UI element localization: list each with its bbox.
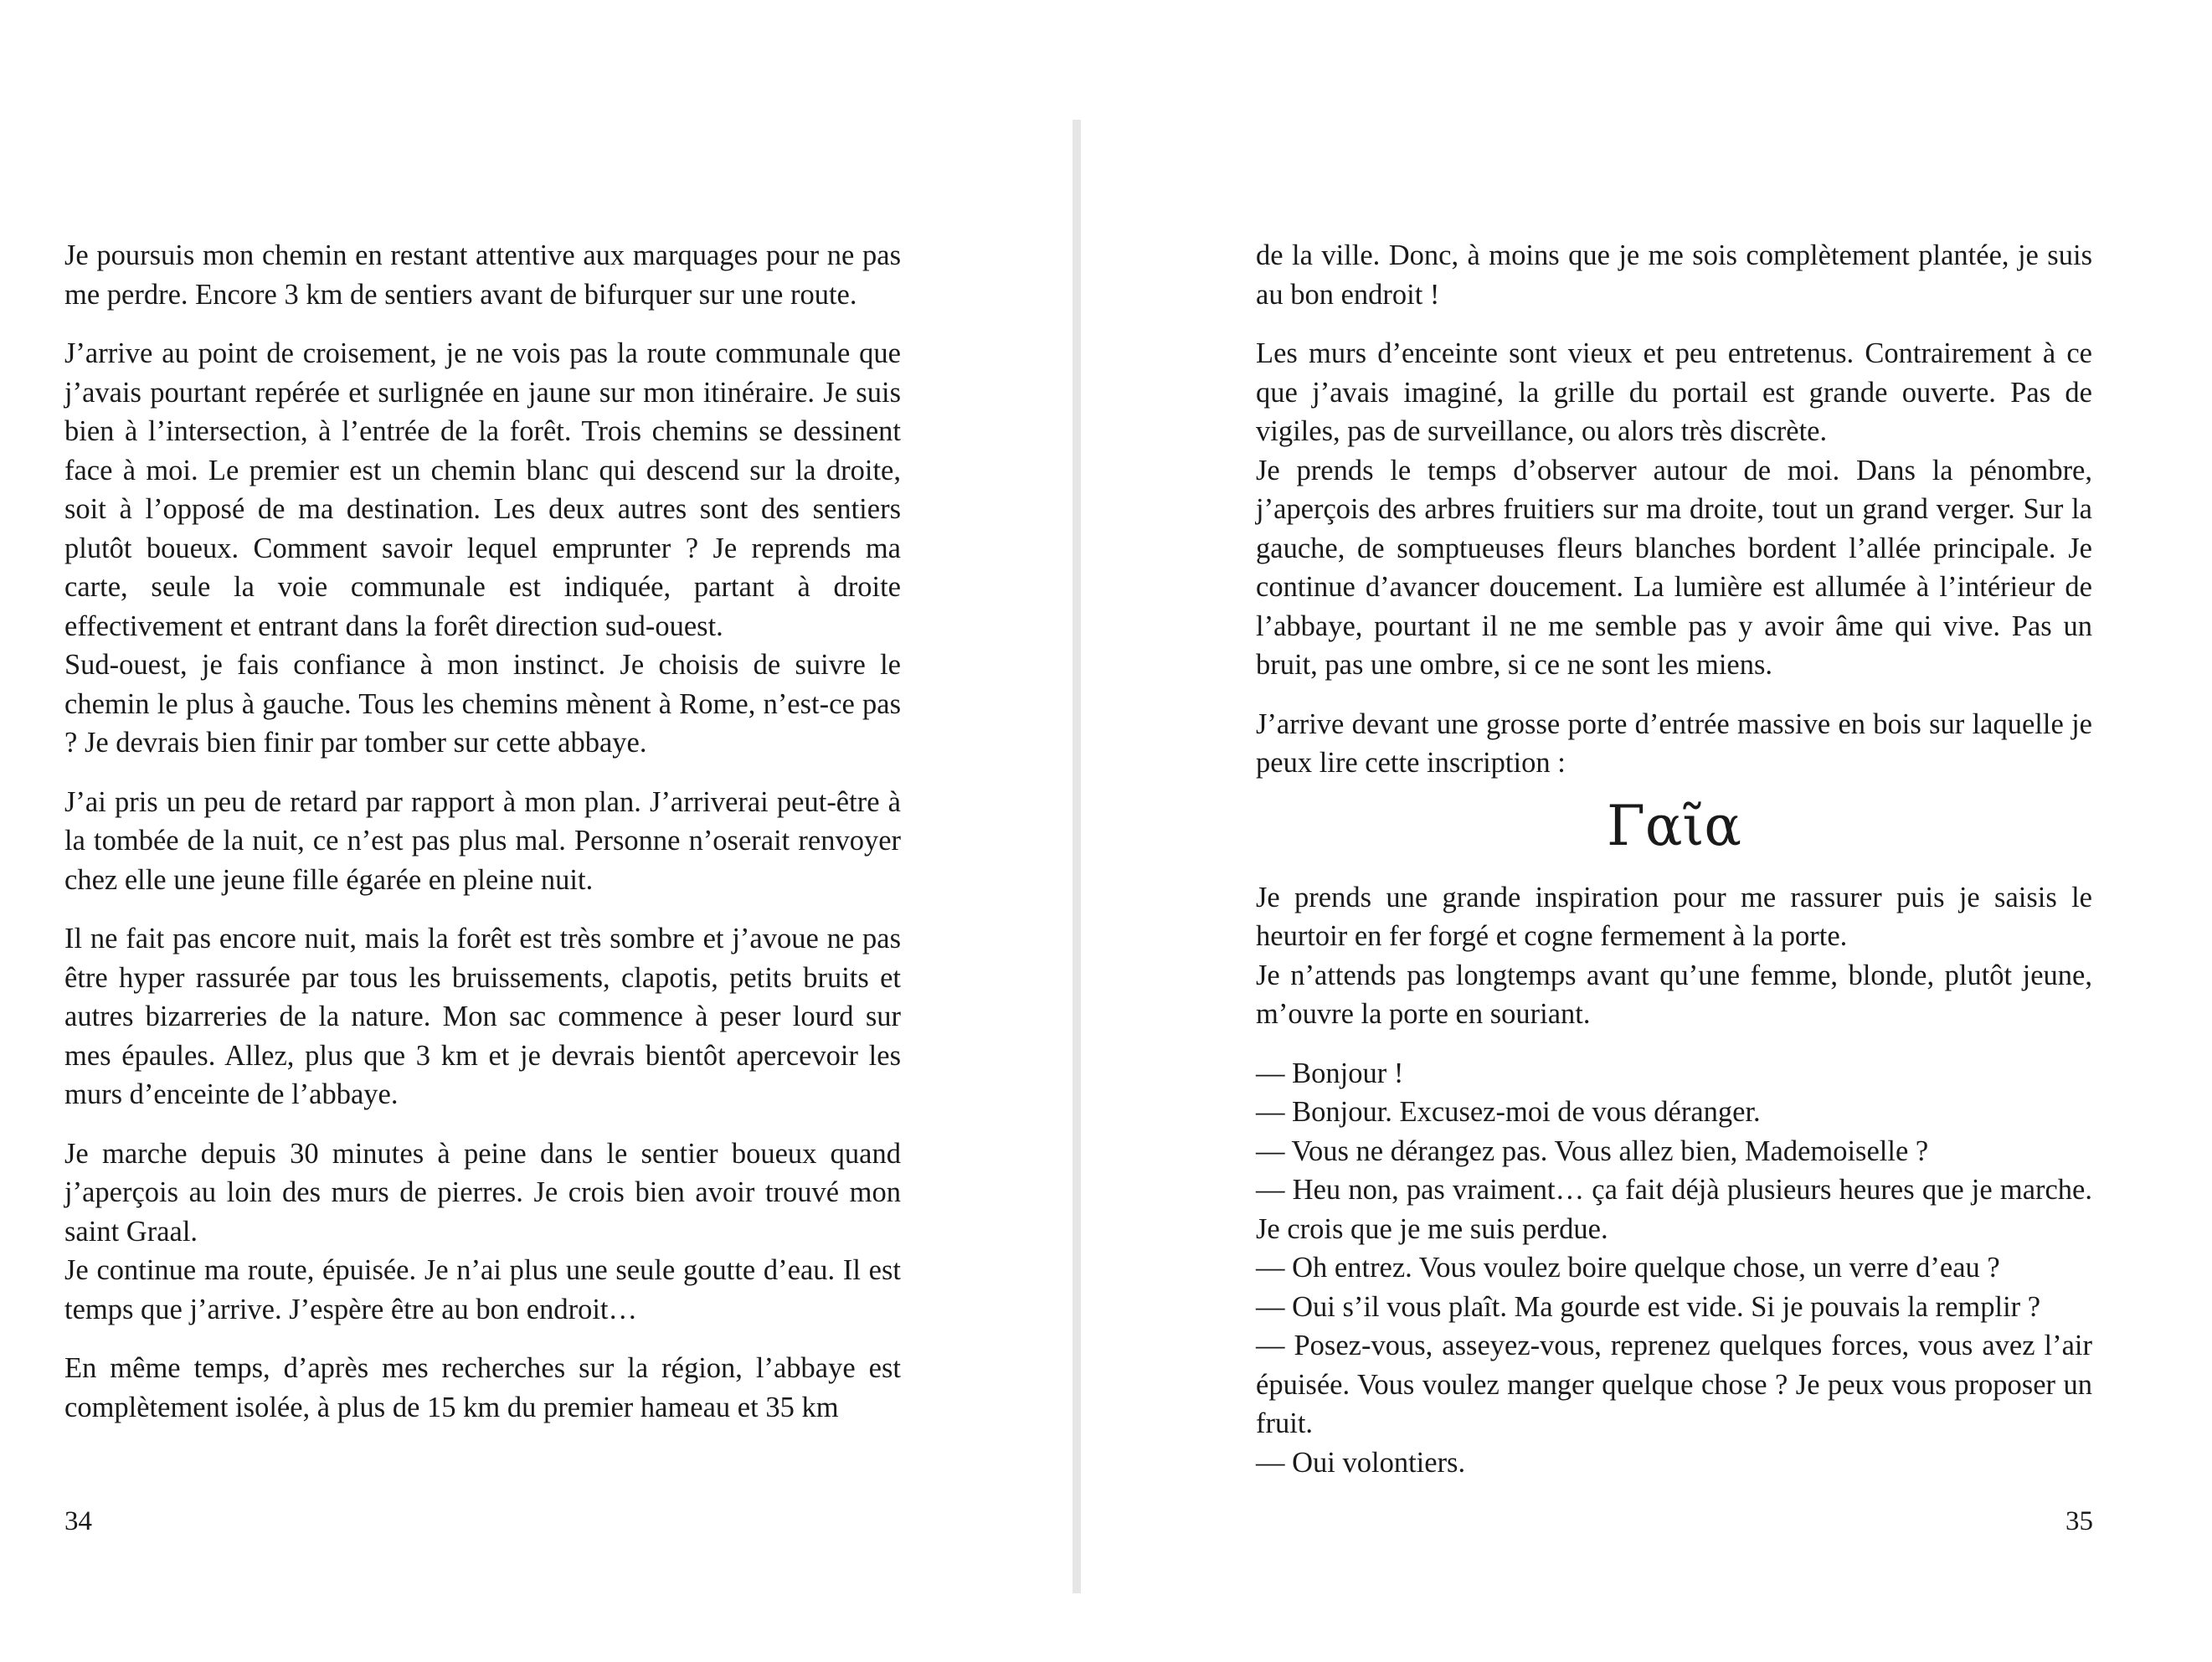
- paragraph: En même temps, d’après mes recherches sur la région, l’abbaye est complètement isolée, à plus de 15 km du premier hameau et 35 km: [64, 1352, 901, 1423]
- page-number-right: 35: [2065, 1506, 2093, 1536]
- paragraph: Sud-ouest, je fais confiance à mon instinct. Je choisis de suivre le chemin le plus à gauche. Tous les chemins mènent à Rome, n’est-ce pas ? Je devrais bien finir par tomber sur cette abbaye.: [64, 649, 901, 759]
- paragraph: Je continue ma route, épuisée. Je n’ai plus une seule goutte d’eau. Il est temps que j’arrive. J’espère être au bon endroit…: [64, 1254, 901, 1325]
- dialogue-line: — Vous ne dérangez pas. Vous allez bien, Mademoiselle ?: [1256, 1135, 1929, 1167]
- paragraph: Je prends le temps d’observer autour de moi. Dans la pénombre, j’aperçois des arbres fruitiers sur ma droite, tout un grand verger. Sur la gauche, de somptueuses fleurs blanches bordent l’allée principale. Je continue d’avancer doucement. La lumière est allumée à l’intérieur de l’abbaye, pourtant il ne me semble pas y avoir âme qui vive. Pas un bruit, pas une ombre, si ce ne sont les miens.: [1256, 454, 2092, 681]
- dialogue-line: — Heu non, pas vraiment… ça fait déjà plusieurs heures que je marche. Je crois que je me suis perdue.: [1256, 1174, 2092, 1245]
- paragraph: Je n’attends pas longtemps avant qu’une femme, blonde, plutôt jeune, m’ouvre la porte en souriant.: [1256, 959, 2092, 1030]
- book-gutter: [1073, 120, 1081, 1593]
- dialogue-line: — Oui volontiers.: [1256, 1446, 1466, 1479]
- dialogue-line: — Bonjour !: [1256, 1057, 1404, 1089]
- dialogue-block: [1256, 1054, 2092, 1483]
- paragraph: J’ai pris un peu de retard par rapport à mon plan. J’arriverai peut-être à la tombée de la nuit, ce n’est pas plus mal. Personne n’oserait renvoyer chez elle une jeune fille égarée en pleine nuit.: [64, 785, 901, 896]
- left-page-body: [64, 236, 901, 1447]
- greek-inscription: Γαῖα: [1607, 793, 1741, 858]
- paragraph: Je poursuis mon chemin en restant attentive aux marquages pour ne pas me perdre. Encore 3 km de sentiers avant de bifurquer sur une route.: [64, 239, 901, 311]
- right-page-body: [1256, 236, 2092, 1482]
- paragraph: de la ville. Donc, à moins que je me sois complètement plantée, je suis au bon endroit !: [1256, 239, 2092, 311]
- dialogue-line: — Bonjour. Excusez-moi de vous déranger.: [1256, 1096, 1761, 1128]
- paragraph: Les murs d’enceinte sont vieux et peu entretenus. Contrairement à ce que j’avais imaginé, la grille du portail est grande ouverte. Pas de vigiles, pas de surveillance, ou alors très discrète.: [1256, 337, 2092, 447]
- page-number-left: 34: [64, 1506, 92, 1536]
- paragraph: J’arrive au point de croisement, je ne vois pas la route communale que j’avais pourtant repérée et surlignée en jaune sur mon itinéraire. Je suis bien à l’intersection, à l’entrée de la forêt. Trois chemins se dessinent face à moi. Le premier est un chemin blanc qui descend sur la droite, soit à l’opposé de ma destination. Les deux autres sont des sentiers plutôt boueux. Comment savoir lequel emprunter ? Je reprends ma carte, seule la voie communale est indiquée, partant à droite effectivement et entrant dans la forêt direction sud-ouest.: [64, 337, 901, 642]
- paragraph: Il ne fait pas encore nuit, mais la forêt est très sombre et j’avoue ne pas être hyper rassurée par tous les bruissements, clapotis, petits bruits et autres bizarreries de la nature. Mon sac commence à peser lourd sur mes épaules. Allez, plus que 3 km et je devrais bientôt apercevoir les murs d’enceinte de l’abbaye.: [64, 923, 901, 1110]
- dialogue-line: — Oui s’il vous plaît. Ma gourde est vide. Si je pouvais la remplir ?: [1256, 1290, 2041, 1323]
- dialogue-line: — Oh entrez. Vous voulez boire quelque chose, un verre d’eau ?: [1256, 1252, 2000, 1284]
- paragraph: Je marche depuis 30 minutes à peine dans le sentier boueux quand j’aperçois au loin des murs de pierres. Je crois bien avoir trouvé mon saint Graal.: [64, 1137, 901, 1248]
- paragraph: Je prends une grande inspiration pour me rassurer puis je saisis le heurtoir en fer forgé et cogne fermement à la porte.: [1256, 881, 2092, 952]
- paragraph: J’arrive devant une grosse porte d’entrée massive en bois sur laquelle je peux lire cette inscription :: [1256, 708, 2092, 779]
- dialogue-line: — Posez-vous, asseyez-vous, reprenez quelques forces, vous avez l’air épuisée. Vous voulez manger quelque chose ? Je peux vous proposer un fruit.: [1256, 1330, 2092, 1439]
